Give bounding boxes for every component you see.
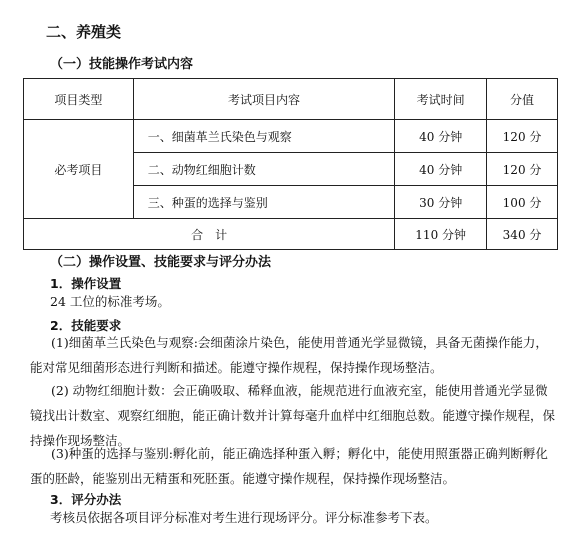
scoring-text: 考核员依据各项目评分标准对考生进行现场评分。评分标准参考下表。 bbox=[50, 510, 438, 525]
part1-title: （一）技能操作考试内容 bbox=[50, 57, 194, 72]
total-score-cell: 340 分 bbox=[487, 219, 558, 250]
item-cell: 一、细菌革兰氏染色与观察 bbox=[133, 120, 394, 153]
requirement-item: (1)细菌革兰氏染色与观察:会细菌涂片染色，能使用普通光学显微镜，具备无菌操作能力，能对常见细菌形态进行判断和描述。能遵守操作规程，保持操作现场整洁。 bbox=[30, 335, 548, 375]
time-cell: 30 分钟 bbox=[395, 186, 487, 219]
table-header-row bbox=[24, 79, 558, 120]
requirements-heading: 2．技能要求 bbox=[50, 318, 122, 333]
total-label-cell: 合 计 bbox=[24, 219, 395, 250]
score-cell: 120 分 bbox=[487, 120, 558, 153]
scoring-heading: 3．评分办法 bbox=[50, 492, 122, 507]
requirement-item: (2) 动物红细胞计数：会正确吸取、稀释血液，能规范进行血液充室，能使用普通光学显微镜找出计数室、观察红细胞，能正确计数并计算每毫升血样中红细胞总数。能遵守操作规程，保持操作现场整洁。 bbox=[30, 383, 556, 448]
exam-content-table bbox=[23, 78, 558, 250]
item-cell: 二、动物红细胞计数 bbox=[133, 153, 394, 186]
requirement-item: (3)种蛋的选择与鉴别:孵化前，能正确选择种蛋入孵；孵化中，能使用照蛋器正确判断孵化蛋的胚龄，能鉴别出无精蛋和死胚蛋。能遵守操作规程，保持操作现场整洁。 bbox=[30, 446, 548, 486]
table-total-row bbox=[24, 219, 558, 250]
header-cell-time: 考试时间 bbox=[395, 79, 487, 120]
item-cell: 三、种蛋的选择与鉴别 bbox=[133, 186, 394, 219]
score-cell: 100 分 bbox=[487, 186, 558, 219]
category-cell: 必考项目 bbox=[24, 120, 134, 219]
section-title: 二、养殖类 bbox=[46, 23, 122, 41]
part2-title: （二）操作设置、技能要求与评分办法 bbox=[50, 255, 272, 270]
setup-heading: 1．操作设置 bbox=[50, 276, 122, 291]
total-time-cell: 110 分钟 bbox=[395, 219, 487, 250]
setup-text: 24 工位的标准考场。 bbox=[50, 294, 170, 309]
table-row bbox=[24, 120, 558, 153]
header-cell-content: 考试项目内容 bbox=[133, 79, 394, 120]
header-cell-type: 项目类型 bbox=[24, 79, 134, 120]
header-cell-score: 分值 bbox=[487, 79, 558, 120]
score-cell: 120 分 bbox=[487, 153, 558, 186]
time-cell: 40 分钟 bbox=[395, 153, 487, 186]
time-cell: 40 分钟 bbox=[395, 120, 487, 153]
